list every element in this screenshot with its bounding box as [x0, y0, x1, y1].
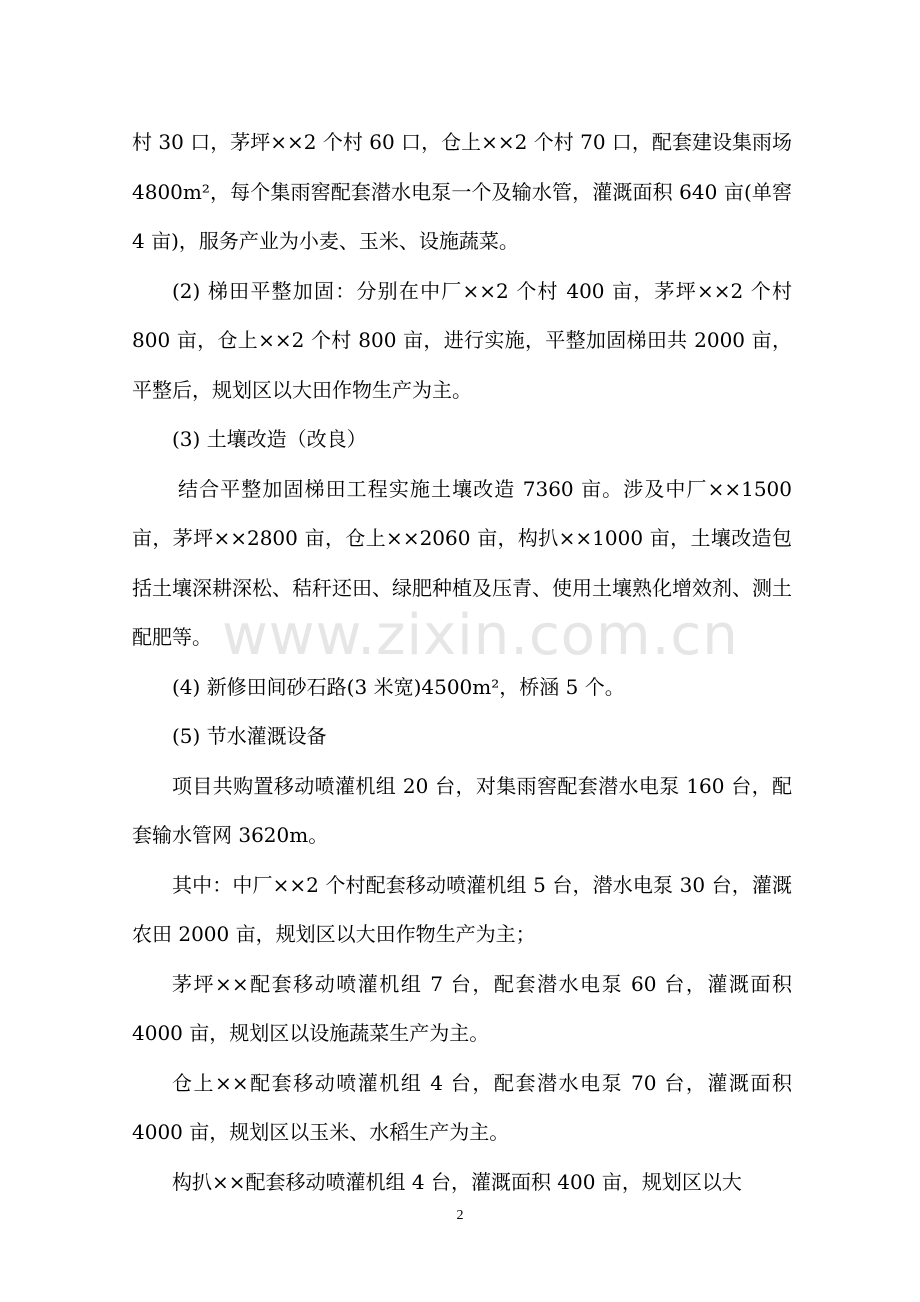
paragraph-8: 其中：中厂××2 个村配套移动喷灌机组 5 台，潜水电泵 30 台，灌溉农田 2000 亩，规划区以大田作物生产为主；: [132, 872, 792, 946]
paragraph-6: (5) 节水灌溉设备: [172, 724, 327, 748]
paragraph-10: 仓上××配套移动喷灌机组 4 台，配套潜水电泵 70 台，灌溉面积 4000 亩，规划区以玉米、水稻生产为主。: [132, 1070, 792, 1144]
paragraph-7: 项目共购置移动喷灌机组 20 台，对集雨窖配套潜水电泵 160 台，配套输水管网 3620m。: [132, 773, 792, 847]
page-number: 2: [456, 1208, 464, 1223]
paragraph-4: 结合平整加固梯田工程实施土壤改造 7360 亩。涉及中厂××1500 亩，茅坪××2800 亩，仓上××2060 亩，构扒××1000 亩，土壤改造包括土壤深耕深松、秸秆还田、绿肥种植及压青、使用土壤熟化增效剂、测土配肥等。: [132, 476, 792, 649]
paragraph-2: (2) 梯田平整加固：分别在中厂××2 个村 400 亩，茅坪××2 个村 800 亩，仓上××2 个村 800 亩，进行实施，平整加固梯田共 2000 亩，平整后，规划区以大田作物生产为主。: [132, 278, 792, 402]
paragraph-11: 构扒××配套移动喷灌机组 4 台，灌溉面积 400 亩，规划区以大: [172, 1169, 742, 1194]
paragraph-3: (3) 土壤改造（改良）: [172, 427, 367, 451]
paragraph-9: 茅坪××配套移动喷灌机组 7 台，配套潜水电泵 60 台，灌溉面积 4000 亩，规划区以设施蔬菜生产为主。: [132, 971, 792, 1045]
paragraph-5: (4) 新修田间砂石路(3 米宽)4500m²，桥涵 5 个。: [172, 674, 625, 699]
document-body: [132, 118, 792, 1207]
watermark: www.zixin.com.cn: [222, 603, 739, 668]
paragraph-1: 村 30 口，茅坪××2 个村 60 口，仓上××2 个村 70 口，配套建设集雨场 4800m²，每个集雨窖配套潜水电泵一个及输水管，灌溉面积 640 亩(单窖 4 亩)，服务产业为小麦、玉米、设施蔬菜。: [132, 130, 792, 253]
